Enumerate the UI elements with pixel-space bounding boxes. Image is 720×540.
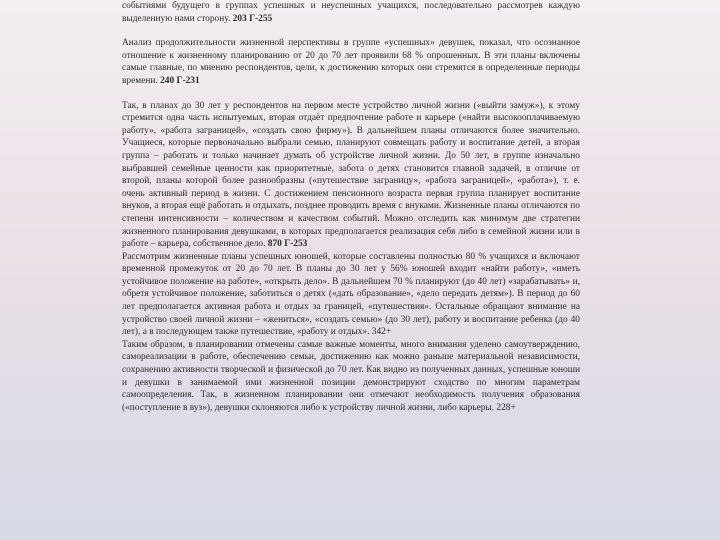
paragraph-1-text: событиями будущего в группах успешных и неуспешных учащихся, последовательно рассмотрев каждую выделенную нами сторону.	[122, 1, 580, 24]
paragraph-2	[122, 37, 580, 87]
paragraph-3	[122, 100, 580, 251]
paragraph-5	[122, 339, 580, 415]
paragraph-3-ref: 870 Г-253	[265, 239, 308, 250]
paragraph-2-ref: 240 Г-231	[157, 75, 200, 86]
paragraph-1-ref: 203 Г-255	[230, 13, 273, 24]
paragraph-4-text: Рассмотрим жизненные планы успешных юношей, которые составлены полностью 80 % учащихся и включают временной промежуток от 20 до 70 лет. В планы до 30 лет у 56% юношей входит «найти работу», «иметь устойчивое положение на работе», «открыть дело». В дальнейшем 70 % планируют (до 40 лет) «зарабатывать» и, обретя устойчивое положение, заботиться о детях («дать образование», «дело передать детям»). В период до 60 лет предполагается активная работа и отдых за границей, «путешествия». Остальные обращают внимание на устройство своей личной жизни – «жениться», «создать семью» (до 30 лет), работу и воспитание ребенка (до 40 лет), а в последующем также путешествие, «работу и отдых».	[122, 251, 580, 338]
document-page	[122, 0, 580, 540]
paragraph-4-ref: 342+	[369, 327, 392, 338]
paragraph-gap	[122, 88, 580, 100]
paragraph-5-ref: 228+	[494, 402, 516, 413]
paragraph-gap	[122, 25, 580, 37]
paragraph-1	[122, 0, 580, 25]
paragraph-5-text: Таким образом, в планировании отмечены самые важные моменты, много внимания уделено самоутверждению, самореализации в работе, обеспечению семьи, достижению как можно раньше материальной независимости, сохранению активности творческой и физической до 70 лет. Как видно из полученных данных, успешные юноши и девушки в занимаемой ими жизненной позиции демонстрируют сходство по многим параметрам самоопределения. Так, в жизненном планировании они отмечают необходимость получения образования («поступление в вуз»), девушки склоняются либо к устройству личной жизни, либо карьеры.	[122, 339, 580, 413]
paragraph-4	[122, 251, 580, 339]
paragraph-2-text: Анализ продолжительности жизненной перспективы в группе «успешных» девушек, показал, что осознанное отношение к жизненному планированию от 20 до 70 лет проявили 68 % опрошенных. В эти планы включены самые главные, по мнению респондентов, цели, к достижению которых они стремятся в определенные периоды времени.	[122, 38, 580, 86]
paragraph-3-text: Так, в планах до 30 лет у респондентов на первом месте устройство личной жизни («выйти замуж»), к этому стремится одна часть испытуемых, вторая отдаёт предпочтение работе и карьере («найти высокооплачиваемую работу», «работа заграницей», «создать свою фирму»). В дальнейшем планы отличаются более значительно. Учащиеся, которые первоначально выбрали семью, планируют совмещать работу и воспитание детей, а вторая группа – работать и только начинает думать об устройстве личной жизни. До 50 лет, в группе изначально выбравшей семейные ценности как приоритетные, забота о детях становится главной задачей, в отличие от второй, планы которой более разнообразны («путешествие заграницу», «работа заграницей», «работа»), т. е. очень активный период в жизни. С достижением пенсионного возраста первая группа планирует воспитание внуков, а вторая ещё работать и отдыхать, позднее проводить время с внуками. Жизненные планы отличаются по степени интенсивности – количеством и качеством событий. Можно отследить как минимум две стратегии жизненного планирования девушками, в которых предполагается реализация себя либо в семейной жизни или в работе – карьера, собственное дело.	[122, 100, 580, 250]
